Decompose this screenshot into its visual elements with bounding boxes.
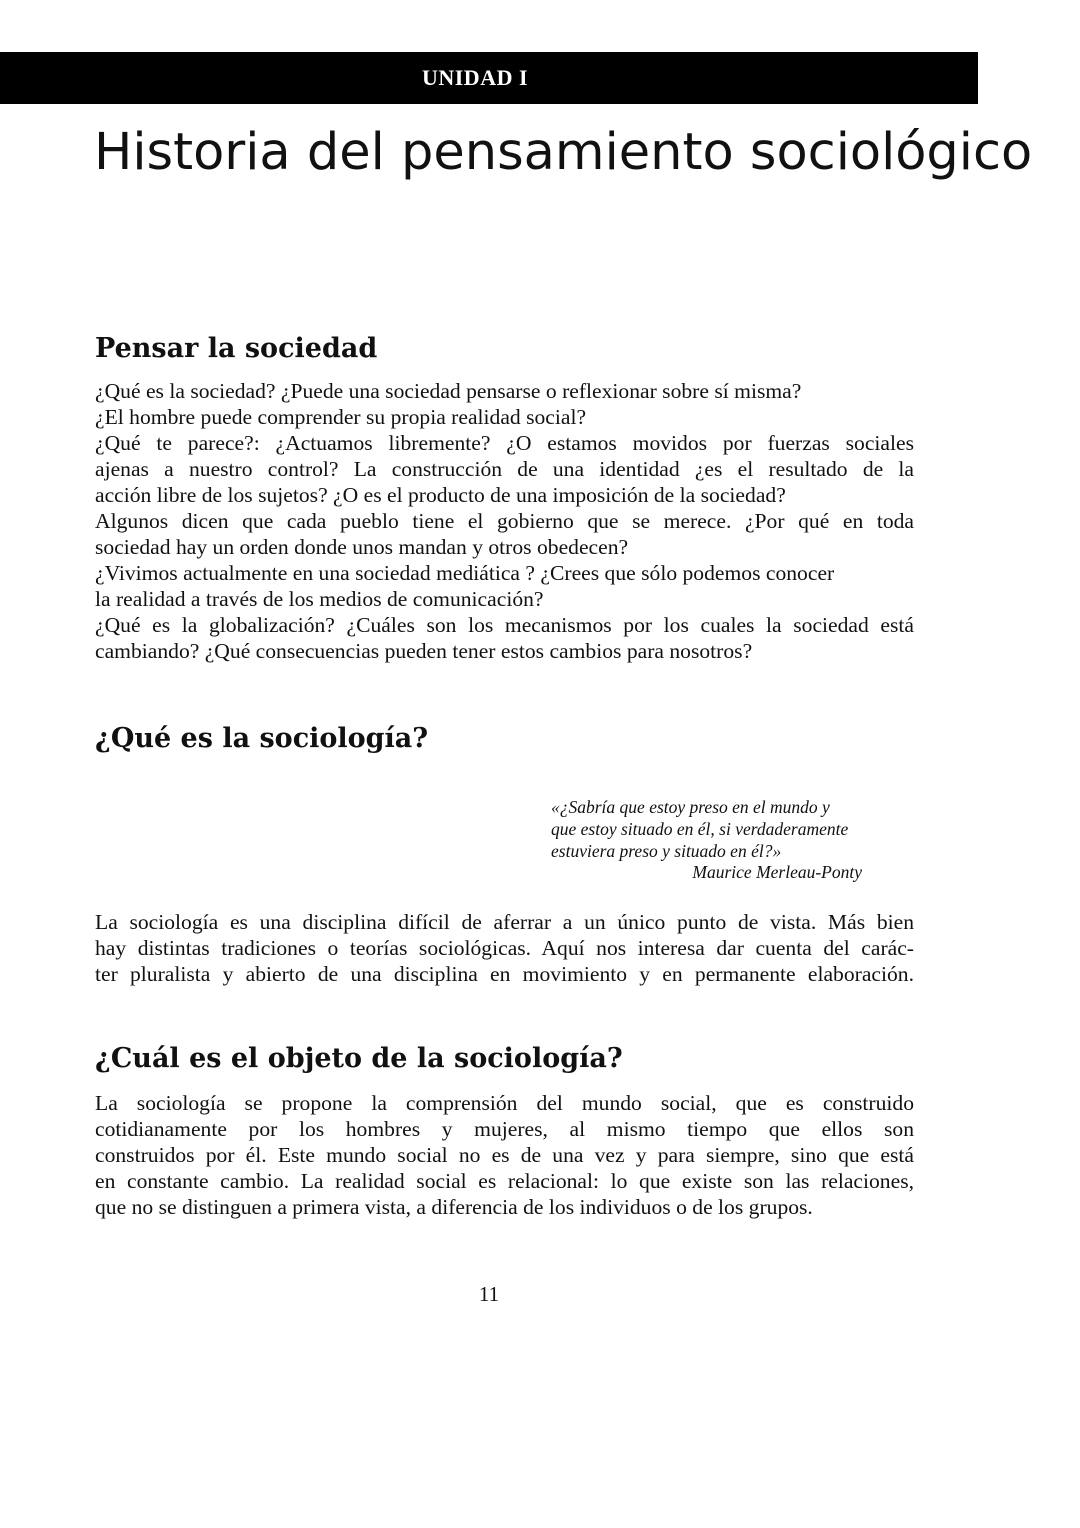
paragraph-line: acción libre de los sujetos? ¿O es el producto de una imposición de la sociedad? xyxy=(95,483,786,507)
page-title: Historia del pensamiento sociológico xyxy=(94,123,1033,182)
paragraph-line: sociedad hay un orden donde unos mandan y otros obedecen? xyxy=(95,535,629,559)
unit-banner xyxy=(0,52,978,104)
paragraph-line: ajenas a nuestro control? La construcción de una identidad ¿es el resultado de la xyxy=(95,457,914,481)
section-heading-pensar-la-sociedad: Pensar la sociedad xyxy=(95,333,378,364)
paragraph-line: que no se distinguen a primera vista, a diferencia de los individuos o de los grupos. xyxy=(95,1195,813,1219)
paragraph-line: construidos por él. Este mundo social no es de una vez y para siempre, sino que está xyxy=(95,1143,914,1167)
paragraph-line: ter pluralista y abierto de una disciplina en movimiento y en permanente elaboración. xyxy=(95,962,914,986)
paragraph-line: ¿Vivimos actualmente en una sociedad mediática ? ¿Crees que sólo podemos conocer xyxy=(95,561,835,585)
paragraph-line: ¿Qué es la sociedad? ¿Puede una sociedad pensarse o reflexionar sobre sí misma? xyxy=(95,379,802,403)
paragraph-line: La sociología se propone la comprensión del mundo social, que es construido xyxy=(95,1091,914,1115)
section-heading-que-es-la-sociologia: ¿Qué es la sociología? xyxy=(95,723,429,754)
paragraph-line: ¿Qué es la globalización? ¿Cuáles son los mecanismos por los cuales la sociedad está xyxy=(95,613,914,637)
quote-line: que estoy situado en él, si verdaderamente xyxy=(551,819,849,839)
page-number: 11 xyxy=(478,1282,500,1306)
paragraph-line: cambiando? ¿Qué consecuencias pueden tener estos cambios para nosotros? xyxy=(95,639,753,663)
unit-label: UNIDAD I xyxy=(421,65,529,90)
paragraph-line: cotidianamente por los hombres y mujeres, al mismo tiempo que ellos son xyxy=(95,1117,914,1141)
paragraph-line: ¿Qué te parece?: ¿Actuamos libremente? ¿O estamos movidos por fuerzas sociales xyxy=(95,431,914,455)
section-heading-objeto-de-la-sociologia: ¿Cuál es el objeto de la sociología? xyxy=(95,1043,623,1074)
epigraph-quote xyxy=(551,796,862,862)
paragraph-line: ¿El hombre puede comprender su propia realidad social? xyxy=(95,405,587,429)
paragraph-line: en constante cambio. La realidad social es relacional: lo que existe son las relaciones, xyxy=(95,1169,914,1193)
quote-line: «¿Sabría que estoy preso en el mundo y xyxy=(551,797,830,817)
section-paragraph-objeto-de-la-sociologia xyxy=(95,1090,914,1220)
section-paragraph-que-es-la-sociologia xyxy=(95,909,914,987)
quote-author: Maurice Merleau-Ponty xyxy=(692,862,862,882)
paragraph-line: Algunos dicen que cada pueblo tiene el gobierno que se merece. ¿Por qué en toda xyxy=(95,509,914,533)
paragraph-line: la realidad a través de los medios de comunicación? xyxy=(95,587,544,611)
paragraph-line: La sociología es una disciplina difícil de aferrar a un único punto de vista. Más bien xyxy=(95,910,914,934)
paragraph-line: hay distintas tradiciones o teorías sociológicas. Aquí nos interesa dar cuenta del carác- xyxy=(95,936,914,960)
quote-line: estuviera preso y situado en él?» xyxy=(551,841,782,861)
section-paragraph-pensar-la-sociedad xyxy=(95,378,914,664)
